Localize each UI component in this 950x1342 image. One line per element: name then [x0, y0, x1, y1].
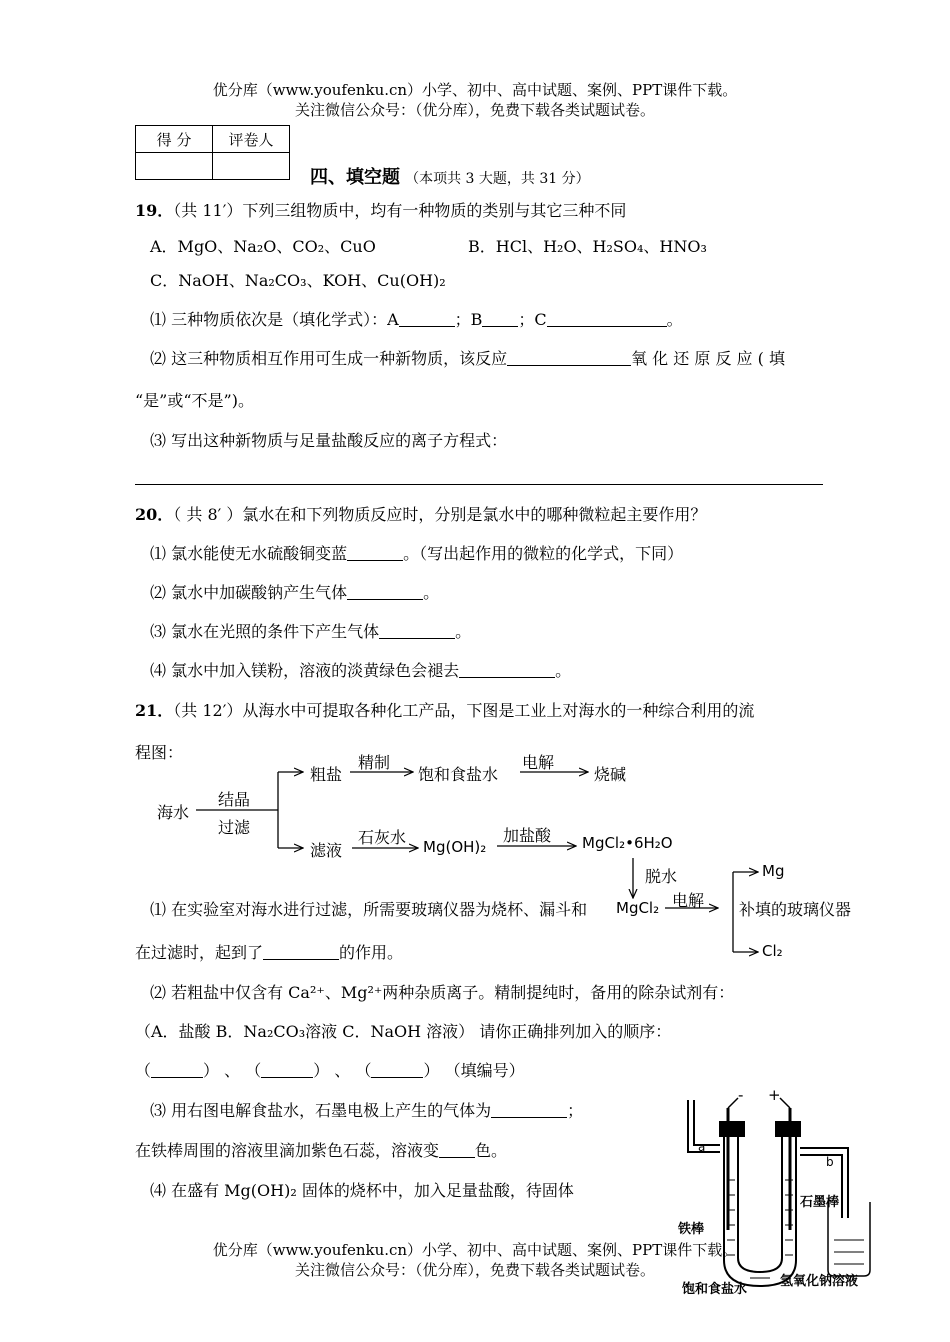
apparatus-graphite-label: 石墨棒 — [800, 1195, 840, 1210]
side-tube-a — [694, 1100, 720, 1145]
q19-intro-text: （共 11′）下列三组物质中，均有一种物质的类别与其它三种不同 — [173, 201, 627, 220]
q19-part-2-line2: “是”或“不是”)。 — [135, 391, 254, 410]
q21-part-2-c — [135, 1058, 525, 1081]
q21-p3a-text: ⑶ 用右图电解食盐水，石墨电极上产生的气体为 — [150, 1101, 492, 1120]
apparatus-naoh-label: 氢氧化钠溶液 — [780, 1274, 859, 1289]
q19-p1-c: ；C — [518, 310, 547, 329]
q21-p1c-text: 在过滤时，起到了 — [135, 943, 264, 962]
q21-order-blank-3[interactable] — [371, 1061, 423, 1078]
grader-header: 评卷人 — [213, 126, 290, 153]
flow-dehydrate: 脱水 — [645, 867, 678, 886]
apparatus-iron-label: 铁棒 — [678, 1222, 705, 1237]
q21-part-3-b — [135, 1138, 507, 1161]
q21-p1d-text: 的作用。 — [339, 943, 404, 962]
q21-blank-color[interactable] — [439, 1141, 475, 1158]
q21-part-3-a — [150, 1098, 583, 1121]
q19-option-b: B．HCl、H₂O、H₂SO₄、HNO₃ — [468, 237, 707, 256]
flow-seawater: 海水 — [157, 803, 190, 822]
q20-intro-text: （ 共 8′ ）氯水在和下列物质反应时，分别是氯水中的哪种微粒起主要作用？ — [173, 505, 707, 524]
q20-i4-text: ⑷ 氯水中加入镁粉，溶液的淡黄绿色会褪去 — [150, 661, 460, 680]
q21-p3d-text: 色。 — [475, 1141, 508, 1160]
flow-caustic-soda: 烧碱 — [594, 765, 627, 784]
q21-part-2-a: ⑵ 若粗盐中仅含有 Ca²⁺、Mg²⁺两种杂质离子。精制提纯时，备用的除杂试剂有： — [150, 983, 735, 1002]
flow-mg: Mg — [762, 862, 785, 880]
flow-crystallize: 结晶 — [218, 790, 251, 809]
q20-i3-end: 。 — [455, 622, 472, 641]
sep-1: 、 — [224, 1061, 241, 1080]
q20-number: 20． — [135, 505, 174, 524]
paren-close-3: ） — [423, 1061, 440, 1080]
q20-i4-end: 。 — [555, 661, 572, 680]
flow-electrolysis-1: 电解 — [522, 753, 555, 772]
sep-2: 、 — [334, 1061, 351, 1080]
flow-filter: 过滤 — [218, 818, 251, 837]
flow-electrolysis-2: 电解 — [672, 891, 705, 910]
flow-mgcl2: MgCl₂ — [616, 899, 660, 917]
apparatus-plus: + — [768, 1086, 781, 1104]
q20-i2-text: ⑵ 氯水中加碳酸钠产生气体 — [150, 583, 348, 602]
q21-number: 21． — [135, 701, 174, 720]
right-stopper — [776, 1122, 800, 1136]
q21-part-4: ⑷ 在盛有 Mg(OH)₂ 固体的烧杯中，加入足量盐酸，待固体 — [150, 1181, 574, 1200]
q20-i1-text: ⑴ 氯水能使无水硫酸铜变蓝 — [150, 544, 348, 563]
footer-line-2: 关注微信公众号：（优分库），免费下载各类试题试卷。 — [294, 1261, 655, 1279]
q21-part-2-b: （A．盐酸 B．Na₂CO₃溶液 C．NaOH 溶液） 请你正确排列加入的顺序： — [135, 1022, 672, 1041]
paren-open-1: （ — [135, 1061, 152, 1080]
q19-p1-end: 。 — [666, 310, 683, 329]
paren-open-3: （ — [355, 1061, 372, 1080]
q19-p2-prefix: ⑵ 这三种物质相互作用可生成一种新物质，该反应 — [150, 349, 508, 368]
header-line-2: 关注微信公众号：（优分库），免费下载各类试题试卷。 — [294, 101, 655, 119]
footer-line-1: 优分库（www.youfenku.cn）小学、初中、高中试题、案例、PPT课件下载。 — [212, 1241, 738, 1259]
q21-intro-line2: 程图： — [135, 743, 184, 762]
q21-part-1-c — [135, 940, 403, 963]
section-note: （本项共 3 大题，共 31 分） — [405, 171, 590, 187]
q19-part-3: ⑶ 写出这种新物质与足量盐酸反应的离子方程式： — [150, 431, 508, 450]
flow-crude-salt: 粗盐 — [310, 765, 343, 784]
paren-open-2: （ — [245, 1061, 262, 1080]
apparatus-label-a: a — [698, 1140, 706, 1154]
q19-option-c: C．NaOH、Na₂CO₃、KOH、Cu(OH)₂ — [150, 271, 446, 290]
q21-blank-filter-role[interactable] — [263, 943, 339, 960]
header-line-1: 优分库（www.youfenku.cn）小学、初中、高中试题、案例、PPT课件下载。 — [212, 81, 738, 99]
flow-cl2: Cl₂ — [762, 942, 783, 960]
q21-order-blank-2[interactable] — [261, 1061, 313, 1078]
paren-close-1: ） — [203, 1061, 220, 1080]
flow-add-hcl: 加盐酸 — [503, 826, 552, 845]
apparatus-label-b: b — [826, 1155, 834, 1169]
q21-order-blank-1[interactable] — [151, 1061, 203, 1078]
paren-close-2: ） — [313, 1061, 330, 1080]
q21-part-1-a: ⑴ 在实验室对海水进行过滤，所需要玻璃仪器为烧杯、漏斗和 — [150, 900, 588, 919]
q21-part-1-b: 补填的玻璃仪器 — [739, 900, 852, 919]
section-title: 四、填空题 — [310, 167, 400, 188]
q21-p3c-text: 在铁棒周围的溶液里滴加紫色石蕊，溶液变 — [135, 1141, 440, 1160]
q20-i2-end: 。 — [423, 583, 440, 602]
score-header: 得 分 — [136, 126, 213, 153]
q19-number: 19． — [135, 201, 174, 220]
q19-p1-b: ；B — [454, 310, 483, 329]
q21-intro-text: （共 12′）从海水中可提取各种化工产品，下图是工业上对海水的一种综合利用的流 — [173, 701, 755, 720]
q19-p2-suffix: 氧 化 还 原 反 应 ( 填 — [631, 349, 785, 368]
q19-option-a: A．MgO、Na₂O、CO₂、CuO — [150, 237, 376, 256]
flow-brine: 饱和食盐水 — [418, 765, 499, 784]
left-stopper — [720, 1122, 744, 1136]
flow-limewater: 石灰水 — [358, 828, 407, 847]
flow-filtrate: 滤液 — [310, 841, 343, 860]
q20-i3-text: ⑶ 氯水在光照的条件下产生气体 — [150, 622, 380, 641]
flow-refine: 精制 — [358, 753, 391, 772]
q19-p1-prefix: ⑴ 三种物质依次是（填化学式）：A — [150, 310, 399, 329]
q20-i1-end: 。（写出起作用的微粒的化学式，下同） — [403, 544, 684, 563]
q21-p3b-text: ； — [567, 1101, 584, 1120]
q21-blank-graphite-gas[interactable] — [491, 1101, 567, 1118]
flow-mgcl2-hydrate: MgCl₂•6H₂O — [582, 834, 673, 852]
apparatus-brine-label: 饱和食盐水 — [682, 1282, 748, 1297]
flow-mgoh2: Mg(OH)₂ — [423, 838, 487, 856]
apparatus-minus: - — [738, 1086, 744, 1104]
q21-p2-note: （填编号） — [444, 1061, 525, 1080]
